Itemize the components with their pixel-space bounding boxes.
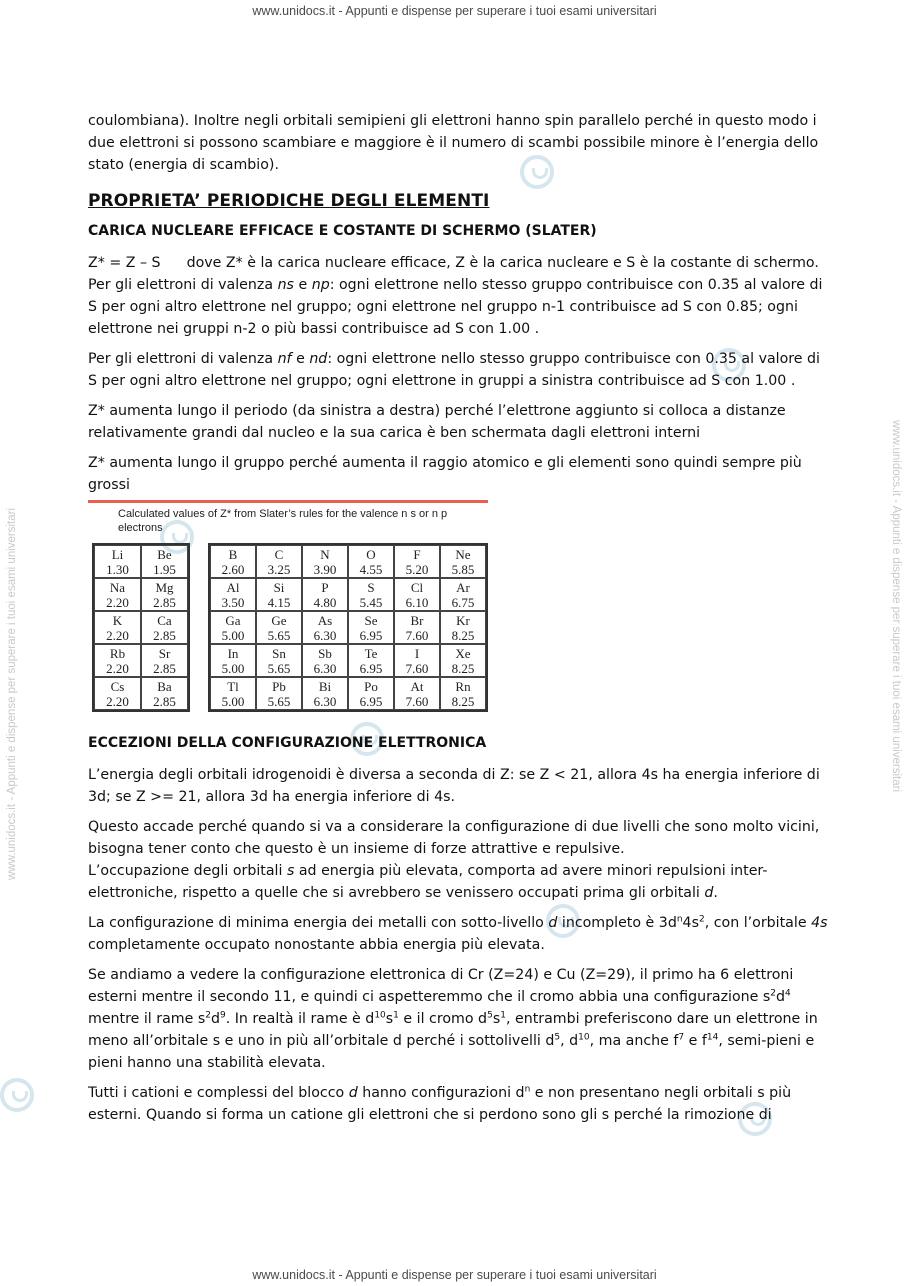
- table-cell: [348, 578, 394, 611]
- table-cell: [141, 644, 188, 677]
- footer-watermark: www.unidocs.it - Appunti e dispense per superare i tuoi esami universitari: [252, 1268, 657, 1282]
- table-cell: [302, 578, 348, 611]
- zeff-value: 2.60: [221, 561, 245, 577]
- table-cell: [141, 545, 188, 578]
- exceptions-title: ECCEZIONI DELLA CONFIGURAZIONE ELETTRONICA: [88, 735, 487, 751]
- element-symbol: Pb: [272, 678, 286, 694]
- slater-ns-np-paragraph: Per gli elettroni di valenza ns e np: ogni elettrone nello stesso gruppo contribuisce con 0.35 al valore di S per ogni altro elettrone nel gruppo; ogni elettrone nel gruppo n-1 contribuisce ad S con 0.85; ogni elettrone nei gruppi n-2 o più bassi contribuisce ad S con 1.00 .: [88, 277, 823, 337]
- element-symbol: At: [410, 678, 424, 694]
- table-cell: [302, 611, 348, 644]
- zeff-value: 4.55: [359, 561, 383, 577]
- table-cell: [256, 677, 302, 710]
- table-cell: [394, 578, 440, 611]
- element-symbol: As: [317, 612, 333, 628]
- slater-formula-paragraph: [88, 252, 828, 274]
- zeff-value: 5.65: [267, 660, 291, 676]
- zeff-value: 2.85: [153, 660, 176, 676]
- zeff-value: 2.20: [106, 627, 129, 643]
- zeff-value: 6.75: [451, 594, 475, 610]
- zeff-value: 8.25: [451, 627, 475, 643]
- element-symbol: Mg: [155, 579, 174, 595]
- zeff-value: 8.25: [451, 660, 475, 676]
- header-watermark: www.unidocs.it - Appunti e dispense per superare i tuoi esami universitari: [252, 4, 657, 18]
- element-symbol: In: [227, 645, 239, 661]
- table-cell: [440, 545, 486, 578]
- table-cell: [94, 611, 141, 644]
- element-symbol: Ne: [455, 546, 471, 562]
- side-watermark-left: www.unidocs.it - Appunti e dispense per superare i tuoi esami universitari: [6, 507, 18, 880]
- figure-caption: Calculated values of Z* from Slater’s rules for the valence n s or n p electrons: [118, 508, 448, 534]
- zeff-value: 6.30: [313, 660, 337, 676]
- element-symbol: Po: [364, 678, 378, 694]
- zeff-value: 3.25: [267, 561, 291, 577]
- element-symbol: Be: [157, 546, 172, 562]
- table-cell: [440, 611, 486, 644]
- element-symbol: F: [413, 546, 421, 562]
- zeff-value: 2.85: [153, 627, 176, 643]
- exceptions-paragraph-1: L’energia degli orbitali idrogenoidi è diversa a seconda di Z: se Z < 21, allora 4s ha energia inferiore di 3d; se Z >= 21, allora 3d ha energia inferiore di 4s.: [88, 767, 820, 805]
- table-cell: [256, 578, 302, 611]
- element-symbol: I: [414, 645, 420, 661]
- unidocs-logo-icon: [0, 1078, 34, 1112]
- side-watermark-right: www.unidocs.it - Appunti e dispense per superare i tuoi esami universitari: [890, 420, 902, 793]
- element-symbol: Al: [226, 579, 240, 595]
- table-cell: [210, 644, 256, 677]
- element-symbol: Ga: [225, 612, 241, 628]
- exceptions-paragraph-4: La configurazione di minima energia dei metalli con sotto-livello d incompleto è $3d^n4s^2$, con l’orbitale 4s completamente occupato nonostante abbia energia più elevata.: [88, 914, 828, 953]
- element-symbol: Ca: [157, 612, 172, 628]
- table-cell: [348, 611, 394, 644]
- table-cell: [348, 545, 394, 578]
- element-symbol: Kr: [456, 612, 470, 628]
- table-cell: [256, 611, 302, 644]
- element-symbol: Tl: [227, 678, 239, 694]
- table-cell: [94, 545, 141, 578]
- zeff-value: 3.90: [313, 561, 337, 577]
- zeff-value: 5.00: [221, 627, 245, 643]
- table-cell: [256, 545, 302, 578]
- zeff-value: 1.95: [153, 561, 176, 577]
- slater-table-left: [92, 543, 190, 712]
- element-symbol: Cl: [410, 579, 424, 595]
- table-cell: [210, 545, 256, 578]
- element-symbol: Se: [364, 612, 378, 628]
- zeff-value: 6.95: [359, 660, 383, 676]
- table-cell: [141, 611, 188, 644]
- table-cell: [440, 578, 486, 611]
- table-cell: [141, 677, 188, 710]
- figure-top-rule: [88, 500, 488, 503]
- zeff-value: 6.30: [313, 693, 337, 709]
- element-symbol: C: [274, 546, 284, 562]
- document-body: [88, 110, 828, 1134]
- zeff-value: 6.10: [405, 594, 429, 610]
- table-cell: [94, 578, 141, 611]
- element-symbol: Xe: [455, 645, 471, 661]
- element-symbol: Br: [410, 612, 424, 628]
- element-symbol: Si: [273, 579, 285, 595]
- table-cell: [394, 611, 440, 644]
- table-cell: [302, 545, 348, 578]
- element-symbol: P: [321, 579, 329, 595]
- table-cell: [210, 677, 256, 710]
- element-symbol: Na: [109, 579, 126, 595]
- element-symbol: N: [320, 546, 330, 562]
- element-symbol: B: [228, 546, 238, 562]
- zeff-value: 5.00: [221, 660, 245, 676]
- zeff-value: 7.60: [405, 660, 429, 676]
- exceptions-paragraph-5: Se andiamo a vedere la configurazione elettronica di Cr (Z=24) e Cu (Z=29), il primo ha 6 elettroni esterni mentre il secondo 11, e quindi ci aspetteremmo che il cromo abbia una configurazione $s^2d^4$ mentre il rame $s^2d^9$. In realtà il rame è $d^{10}s^1$ e il cromo $d^5s^1$, entrambi preferiscono dare un elettrone in meno all’orbitale s e uno in più all’orbitale d perché i sottolivelli $d^5$, $d^{10}$, ma anche $f^7$ e $f^{14}$, semi-pieni e pieni hanno una stabilità elevata.: [88, 967, 818, 1071]
- zeff-value: 2.20: [106, 693, 129, 709]
- zeff-value: 7.60: [405, 693, 429, 709]
- slater-nf-nd-paragraph: Per gli elettroni di valenza nf e nd: ogni elettrone nello stesso gruppo contribuisce con 0.35 al valore di S per ogni altro elettrone nel gruppo; ogni elettrone in gruppi a sinistra contribuisce ad S con 1.00 .: [88, 351, 820, 389]
- zeff-value: 8.25: [451, 693, 475, 709]
- zeff-value: 6.95: [359, 693, 383, 709]
- element-symbol: Ar: [456, 579, 470, 595]
- table-cell: [256, 644, 302, 677]
- slater-table-right: [208, 543, 488, 712]
- formula: Z* = Z – S: [88, 255, 161, 271]
- element-symbol: Ba: [157, 678, 172, 694]
- element-symbol: Li: [111, 546, 124, 562]
- element-symbol: Te: [364, 645, 378, 661]
- exceptions-paragraph-2: Questo accade perché quando si va a considerare la configurazione di due livelli che sono molto vicini, bisogna tener conto che questo è un insieme di forze attrattive e repulsive.: [88, 819, 820, 857]
- table-cell: [394, 677, 440, 710]
- intro-paragraph: coulombiana). Inoltre negli orbitali semipieni gli elettroni hanno spin parallelo perché in questo modo i due elettroni si possono scambiare e maggiore è il numero di scambi possibile minore è l’energia dello stato (energia di scambio).: [88, 113, 819, 173]
- element-symbol: Ge: [271, 612, 287, 628]
- zeff-value: 4.80: [313, 594, 337, 610]
- element-symbol: Sb: [318, 645, 332, 661]
- zeff-value: 1.30: [106, 561, 129, 577]
- zeff-value: 2.20: [106, 660, 129, 676]
- element-symbol: Rn: [455, 678, 471, 694]
- zeff-value: 2.85: [153, 693, 176, 709]
- zeff-value: 5.65: [267, 627, 291, 643]
- element-symbol: Bi: [318, 678, 332, 694]
- table-cell: [94, 677, 141, 710]
- table-cell: [394, 644, 440, 677]
- element-symbol: Cs: [110, 678, 125, 694]
- zeff-value: 4.15: [267, 594, 291, 610]
- exceptions-paragraph-6: Tutti i cationi e complessi del blocco d hanno configurazioni $d^n$ e non presentano negli orbitali s più esterni. Quando si forma un catione gli elettroni che si perdono sono gli s perché la rimozione di: [88, 1084, 792, 1123]
- element-symbol: K: [112, 612, 123, 628]
- zeff-value: 2.20: [106, 594, 129, 610]
- zeff-value: 7.60: [405, 627, 429, 643]
- table-cell: [348, 677, 394, 710]
- zeff-value: 6.95: [359, 627, 383, 643]
- slater-group-paragraph: Z* aumenta lungo il gruppo perché aumenta il raggio atomico e gli elementi sono quindi sempre più grossi: [88, 455, 802, 493]
- zeff-value: 5.00: [221, 693, 245, 709]
- element-symbol: Sr: [158, 645, 171, 661]
- slater-table-figure: [88, 500, 490, 712]
- table-cell: [141, 578, 188, 611]
- section-title: PROPRIETA’ PERIODICHE DEGLI ELEMENTI: [88, 191, 490, 211]
- table-cell: [210, 611, 256, 644]
- zeff-value: 3.50: [221, 594, 245, 610]
- element-symbol: O: [366, 546, 376, 562]
- element-symbol: S: [367, 579, 375, 595]
- zeff-value: 5.45: [359, 594, 383, 610]
- table-cell: [440, 644, 486, 677]
- zeff-value: 2.85: [153, 594, 176, 610]
- slater-title: CARICA NUCLEARE EFFICACE E COSTANTE DI SCHERMO (SLATER): [88, 223, 597, 239]
- table-cell: [440, 677, 486, 710]
- table-cell: [348, 644, 394, 677]
- zeff-value: 5.65: [267, 693, 291, 709]
- formula-text: dove Z* è la carica nucleare efficace, Z è la carica nucleare e S è la costante di schermo.: [186, 255, 819, 271]
- element-symbol: Sn: [272, 645, 286, 661]
- element-symbol: Rb: [109, 645, 126, 661]
- zeff-value: 6.30: [313, 627, 337, 643]
- zeff-value: 5.85: [451, 561, 475, 577]
- zeff-value: 5.20: [405, 561, 429, 577]
- table-cell: [210, 578, 256, 611]
- table-cell: [394, 545, 440, 578]
- exceptions-paragraph-3: L’occupazione degli orbitali s ad energia più elevata, comporta ad avere minori repulsioni inter-elettroniche, rispetto a quelle che si avrebbero se venissero occupati prima gli orbitali d.: [88, 863, 768, 901]
- slater-period-paragraph: Z* aumenta lungo il periodo (da sinistra a destra) perché l’elettrone aggiunto si colloca a distanze relativamente grandi dal nucleo e la sua carica è ben schermata dagli elettroni interni: [88, 403, 786, 441]
- table-cell: [94, 644, 141, 677]
- table-cell: [302, 677, 348, 710]
- table-cell: [302, 644, 348, 677]
